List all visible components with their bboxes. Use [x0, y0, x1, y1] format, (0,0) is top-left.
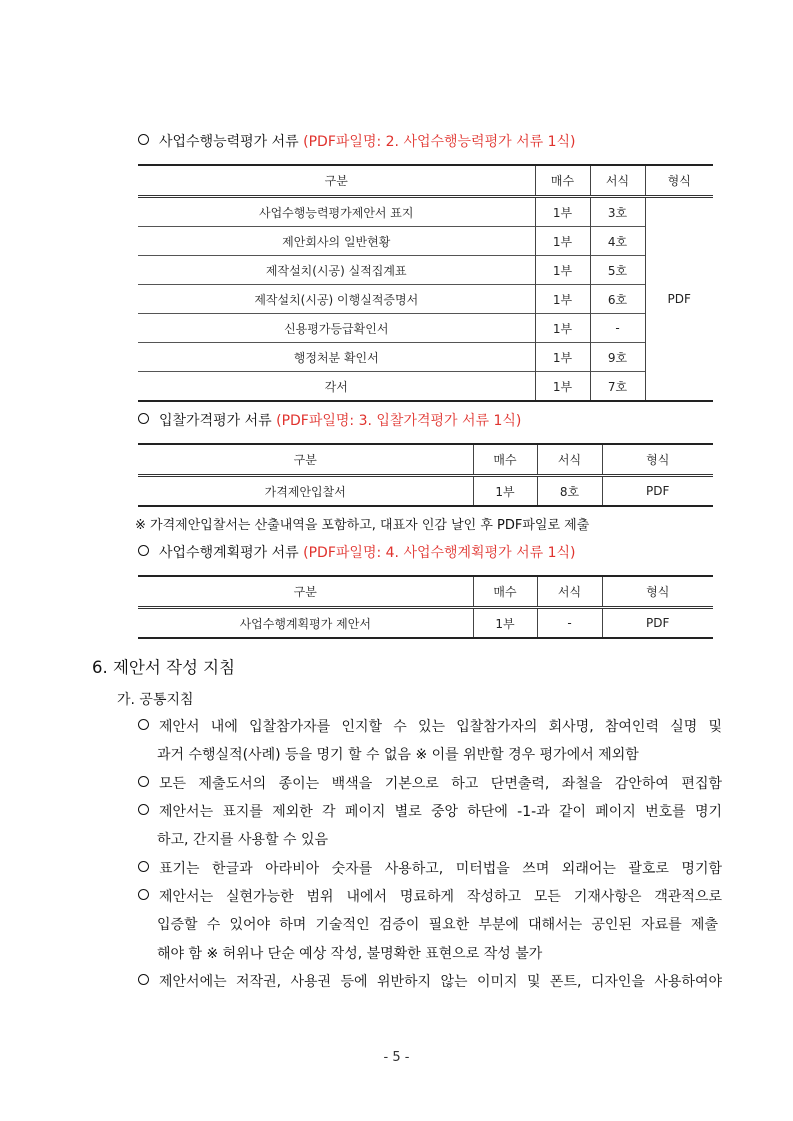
format-cell: PDF	[645, 197, 713, 402]
table-row: 신용평가등급확인서 1부 -	[138, 314, 713, 343]
table-header-row: 구분 매수 서식 형식	[138, 444, 713, 476]
file-name-note: (PDF파일명: 4. 사업수행계획평가 서류 1식)	[303, 545, 576, 561]
circle-bullet-icon	[138, 889, 149, 900]
guideline-item-continuation: 하고, 간지를 사용할 수 있음	[157, 832, 329, 848]
table-row: 각서 1부 7호	[138, 372, 713, 402]
circle-bullet-icon	[138, 134, 149, 145]
header-format: 형식	[645, 165, 713, 197]
table-row: 사업수행능력평가제안서 표지 1부 3호 PDF	[138, 197, 713, 227]
header-category: 구분	[138, 165, 535, 197]
circle-bullet-icon	[138, 413, 149, 424]
section-heading-capability: 사업수행능력평가 서류 (PDF파일명: 2. 사업수행능력평가 서류 1식)	[138, 131, 575, 151]
subsection-title: 가. 공통지침	[117, 692, 194, 708]
guideline-item: 제안서는 표지를 제외한 각 페이지 별로 중앙 하단에 -1-과 같이 페이지 번호를 명기	[138, 801, 722, 821]
plan-documents-table	[138, 575, 713, 639]
guideline-item-continuation: 해야 함 ※ 허위나 단순 예상 작성, 불명확한 표현으로 작성 불가	[157, 946, 543, 962]
guideline-item: 제안서에는 저작권, 사용권 등에 위반하지 않는 이미지 및 폰트, 디자인을 사용하여야	[138, 971, 722, 991]
circle-bullet-icon	[138, 861, 149, 872]
header-count: 매수	[535, 165, 590, 197]
guideline-item-continuation: 입증할 수 있어야 하며 기술적인 검증이 필요한 부분에 대해서는 공인된 자료를 제출	[157, 917, 718, 933]
section-heading-plan: 사업수행계획평가 서류 (PDF파일명: 4. 사업수행계획평가 서류 1식)	[138, 542, 575, 562]
section-title: 6. 제안서 작성 지침	[92, 658, 236, 677]
file-name-note: (PDF파일명: 3. 입찰가격평가 서류 1식)	[276, 413, 522, 429]
circle-bullet-icon	[138, 719, 149, 730]
guideline-item: 표기는 한글과 아라비아 숫자를 사용하고, 미터법을 쓰며 외래어는 괄호로 명기함	[138, 858, 722, 878]
price-footnote: ※ 가격제안입찰서는 산출내역을 포함하고, 대표자 인감 날인 후 PDF파일로 제출	[135, 518, 590, 533]
table-row: 행정처분 확인서 1부 9호	[138, 343, 713, 372]
table-row: 제안회사의 일반현황 1부 4호	[138, 227, 713, 256]
guideline-item: 제안서 내에 입찰참가자를 인지할 수 있는 입찰참가자의 회사명, 참여인력 실명 및	[138, 716, 722, 736]
table-row: 가격제안입찰서 1부 8호 PDF	[138, 476, 713, 507]
file-name-note: (PDF파일명: 2. 사업수행능력평가 서류 1식)	[303, 134, 576, 150]
circle-bullet-icon	[138, 804, 149, 815]
section-heading-price: 입찰가격평가 서류 (PDF파일명: 3. 입찰가격평가 서류 1식)	[138, 410, 521, 430]
guideline-item: 제안서는 실현가능한 범위 내에서 명료하게 작성하고 모든 기재사항은 객관적으로	[138, 886, 722, 906]
guideline-item-continuation: 과거 수행실적(사례) 등을 명기 할 수 없음 ※ 이를 위반할 경우 평가에서 제외함	[157, 747, 639, 763]
table-header-row: 구분 매수 서식 형식	[138, 576, 713, 608]
price-documents-table	[138, 443, 713, 507]
page-number: - 5 -	[383, 1050, 410, 1065]
capability-documents-table	[138, 164, 713, 402]
table-row: 제작설치(시공) 이행실적증명서 1부 6호	[138, 285, 713, 314]
table-row: 사업수행계획평가 제안서 1부 - PDF	[138, 608, 713, 639]
table-header-row	[138, 165, 713, 197]
table-row: 제작설치(시공) 실적집계표 1부 5호	[138, 256, 713, 285]
header-form: 서식	[590, 165, 645, 197]
guideline-item: 모든 제출도서의 종이는 백색을 기본으로 하고 단면출력, 좌철을 감안하여 편집함	[138, 773, 722, 793]
circle-bullet-icon	[138, 545, 149, 556]
circle-bullet-icon	[138, 776, 149, 787]
circle-bullet-icon	[138, 974, 149, 985]
